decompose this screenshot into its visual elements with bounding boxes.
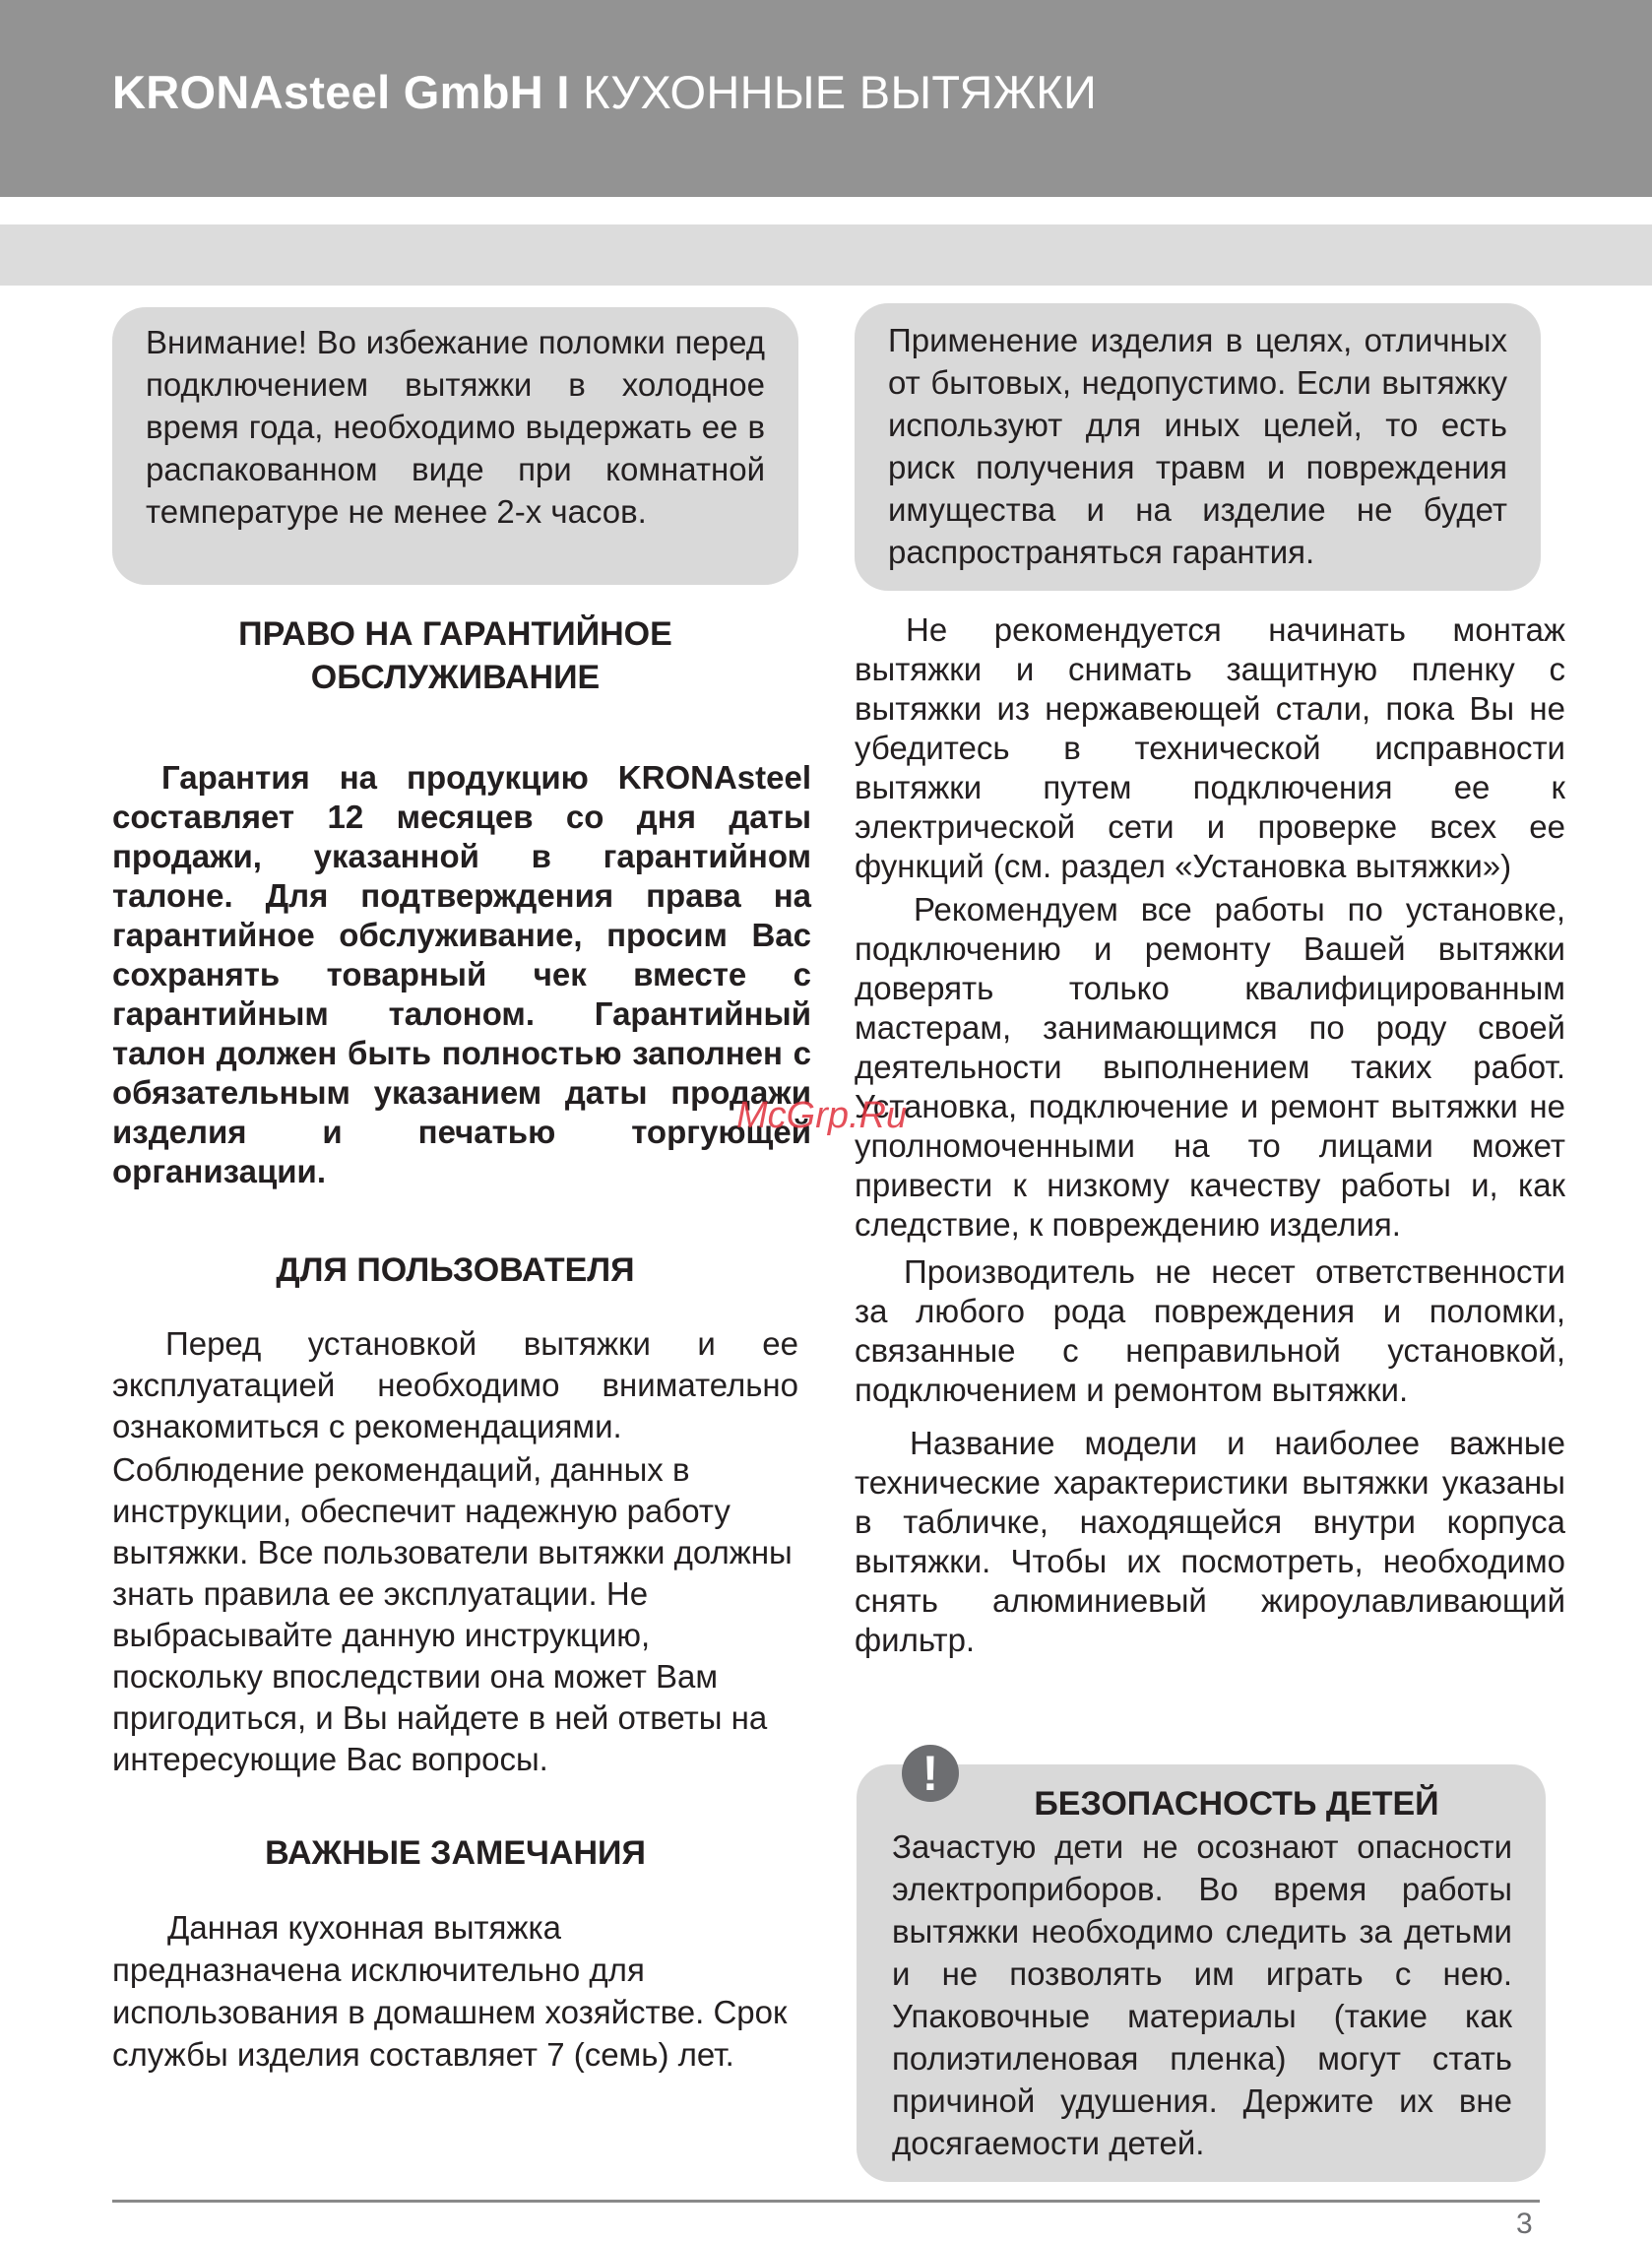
page-number: 3	[1516, 2208, 1533, 2240]
cold-weather-notice-text: Внимание! Во избежание поломки перед подключением вытяжки в холодное время года, необходимо выдержать ее в распакованном виде при комнатной температуре не менее 2-х часов.	[146, 324, 765, 530]
warranty-text	[112, 758, 811, 1191]
right-text	[855, 610, 1565, 1660]
user-text	[112, 1323, 798, 1780]
liability-paragraph: Производитель не несет ответственности за любого рода повреждения и поломки, связанные с неправильной установкой, подключением и ремонтом вытяжки.	[855, 1253, 1565, 1408]
exclamation-icon: !	[902, 1745, 959, 1802]
installation-paragraph: Не рекомендуется начинать монтаж вытяжки и снимать защитную пленку с вытяжки из нержавеющей стали, пока Вы не убедитесь в технической исправности вытяжки путем подключения ее к электрической сети и проверке всех ее функций (см. раздел «Установка вытяжки»)	[855, 611, 1565, 884]
usage-notice-text: Применение изделия в целях, отличных от бытовых, недопустимо. Если вытяжку используют для иных целей, то есть риск получения травм и повреждения имущества и на изделие не будет распространяться гарантия.	[888, 322, 1507, 570]
header-subbar	[0, 224, 1652, 286]
warranty-heading-line2: ОБСЛУЖИВАНИЕ	[310, 659, 601, 696]
page-header	[0, 0, 1652, 197]
usage-notice-box	[855, 303, 1541, 591]
footer-divider	[112, 2200, 1540, 2203]
cold-weather-notice-box	[112, 307, 798, 585]
notes-text	[112, 1906, 798, 2076]
user-heading: ДЛЯ ПОЛЬЗОВАТЕЛЯ	[276, 1251, 635, 1289]
header-brand: KRONAsteel GmbH	[112, 66, 544, 118]
header-title	[112, 65, 1097, 119]
user-paragraph-2: Соблюдение рекомендаций, данных в инструкции, обеспечит надежную работу вытяжки. Все пользователи вытяжки должны знать правила ее эксплуатации. Не выбрасывайте данную инструкцию, поскольку впоследствии она может Вам пригодиться, и Вы найдете в ней ответы на интересующие Вас вопросы.	[112, 1451, 793, 1777]
child-safety-box	[857, 1764, 1546, 2182]
model-plate-paragraph: Название модели и наиболее важные технические характеристики вытяжки указаны в табличке, находящейся внутри корпуса вытяжки. Чтобы их посмотреть, необходимо снять алюминиевый жироулавливающий фильтр.	[855, 1425, 1565, 1658]
notes-paragraph: Данная кухонная вытяжка предназначена исключительно для использования в домашнем хозяйстве. Срок службы изделия составляет 7 (семь) лет.	[112, 1909, 788, 2073]
warranty-heading-line1: ПРАВО НА ГАРАНТИЙНОЕ	[238, 615, 672, 653]
watermark: McGrp.Ru	[736, 1095, 908, 1136]
child-safety-text: Зачастую дети не осознают опасности электроприборов. Во время работы вытяжки необходимо следить за детьми и не позволять им играть с нею. Упаковочные материалы (такие как полиэтиленовая пленка) могут стать причиной удушения. Держите их вне досягаемости детей.	[892, 1828, 1512, 2161]
warranty-heading	[112, 612, 798, 699]
user-paragraph-1: Перед установкой вытяжки и ее эксплуатацией необходимо внимательно ознакомиться с рекомендациями.	[112, 1325, 798, 1444]
qualified-paragraph: Рекомендуем все работы по установке, подключению и ремонту Вашей вытяжки доверять только квалифицированным мастерам, занимающимся по роду своей деятельности выполнением таких работ. Установка, подключение и ремонт вытяжки не уполномоченными на то лицами может привести к низкому качеству работы и, как следствие, к повреждению изделия.	[855, 891, 1565, 1243]
header-separator: I	[556, 66, 570, 118]
child-safety-heading: БЕЗОПАСНОСТЬ ДЕТЕЙ	[1034, 1785, 1439, 1823]
header-section: КУХОННЫЕ ВЫТЯЖКИ	[583, 66, 1098, 118]
notes-heading: ВАЖНЫЕ ЗАМЕЧАНИЯ	[265, 1834, 646, 1872]
warranty-paragraph: Гарантия на продукцию KRONAsteel составляет 12 месяцев со дня даты продажи, указанной в гарантийном талоне. Для подтверждения права на гарантийное обслуживание, просим Вас сохранять товарный чек вместе с гарантийным талоном. Гарантийный талон должен быть полностью заполнен с обязательным указанием даты продажи изделия и печатью торгующей организации.	[112, 759, 811, 1189]
